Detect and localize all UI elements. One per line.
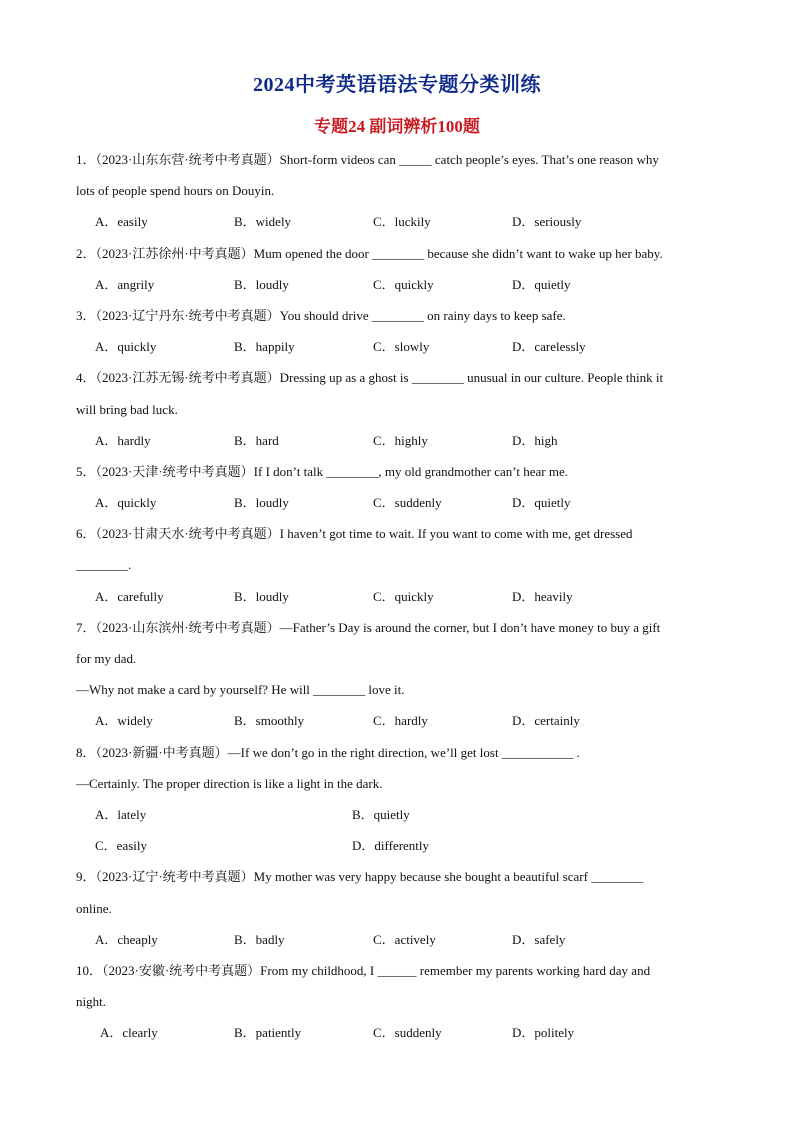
- question-3: [76, 300, 716, 362]
- option-a: A．quickly: [95, 495, 157, 511]
- option-d: D．carelessly: [512, 339, 586, 355]
- option-d: D．certainly: [512, 713, 580, 729]
- question-text: 7．（2023·山东滨州·统考中考真题）—Father’s Day is around the corner, but I don’t have money to buy a gift: [76, 619, 661, 635]
- option-c: C．quickly: [373, 276, 434, 292]
- question-text: 10．（2023·安徽·统考中考真题）From my childhood, I ______ remember my parents working hard day and: [76, 962, 651, 978]
- options-row: [76, 269, 716, 300]
- options-row: [76, 487, 716, 518]
- option-c: C．highly: [373, 432, 428, 448]
- question-text: 4．（2023·江苏无锡·统考中考真题）Dressing up as a ghost is ________ unusual in our culture. People think it: [76, 370, 664, 386]
- option-a: A．clearly: [100, 1025, 158, 1041]
- question-text: —Certainly. The proper direction is like a light in the dark.: [76, 775, 383, 791]
- option-a: A．cheaply: [95, 931, 158, 947]
- option-a: A．angrily: [95, 276, 155, 292]
- options-row: [76, 830, 716, 861]
- option-b: B．hard: [234, 432, 279, 448]
- options-row: [76, 1017, 716, 1048]
- question-7: [76, 612, 716, 737]
- option-a: A．widely: [95, 713, 153, 729]
- option-a: A．quickly: [95, 339, 157, 355]
- question-text: —Why not make a card by yourself? He will ________ love it.: [76, 682, 405, 698]
- option-c: C．suddenly: [373, 495, 442, 511]
- options-row: [76, 331, 716, 362]
- question-10: [76, 955, 716, 1049]
- option-d: D．seriously: [512, 214, 582, 230]
- option-d: D．differently: [352, 838, 430, 854]
- option-c: C．slowly: [373, 339, 430, 355]
- question-text: for my dad.: [76, 651, 137, 666]
- question-1: [76, 144, 716, 238]
- options-row: [76, 581, 716, 612]
- option-c: C．quickly: [373, 588, 434, 604]
- option-b: B．loudly: [234, 495, 289, 511]
- option-d: D．quietly: [512, 276, 571, 292]
- option-a: A．hardly: [95, 432, 151, 448]
- question-5: [76, 456, 716, 518]
- option-c: C．hardly: [373, 713, 428, 729]
- option-b: B．quietly: [352, 806, 410, 822]
- question-text: online.: [76, 900, 112, 916]
- question-text: night.: [76, 994, 106, 1010]
- question-text: 8．（2023·新疆·中考真题）—If we don’t go in the right direction, we’ll get lost ___________ .: [76, 744, 580, 760]
- option-c: C．easily: [95, 838, 147, 854]
- question-2: [76, 238, 716, 300]
- question-text: 1．（2023·山东东营·统考中考真题）Short-form videos can _____ catch people’s eyes. That’s one reason why: [76, 152, 659, 167]
- question-text: ________.: [76, 557, 132, 573]
- question-8: [76, 737, 716, 862]
- question-text: lots of people spend hours on Douyin.: [76, 183, 275, 199]
- option-b: B．widely: [234, 214, 292, 230]
- option-c: C．suddenly: [373, 1025, 442, 1041]
- question-list: [76, 144, 716, 1048]
- question-text: 6．（2023·甘肃天水·统考中考真题）I haven’t got time to wait. If you want to come with me, get dressed: [76, 526, 633, 542]
- option-c: C．luckily: [373, 214, 431, 230]
- option-d: D．safely: [512, 931, 566, 947]
- options-row: [76, 206, 716, 237]
- question-text: 9．（2023·辽宁·统考中考真题）My mother was very happy because she bought a beautiful scarf ________: [76, 869, 644, 885]
- option-d: D．politely: [512, 1025, 575, 1041]
- options-row: [76, 425, 716, 456]
- question-text: 5．（2023·天津·统考中考真题）If I don’t talk ________, my old grandmother can’t hear me.: [76, 463, 568, 479]
- question-text: 2．（2023·江苏徐州·中考真题）Mum opened the door ________ because she didn’t want to wake up her baby.: [76, 245, 663, 261]
- option-a: A．carefully: [95, 588, 164, 604]
- option-b: B．badly: [234, 931, 285, 947]
- question-9: [76, 861, 716, 955]
- question-4: [76, 362, 716, 456]
- option-b: B．loudly: [234, 276, 289, 292]
- question-6: [76, 518, 716, 612]
- page-title: 2024中考英语语法专题分类训练: [253, 74, 541, 96]
- option-b: B．patiently: [234, 1025, 302, 1041]
- options-row: [76, 705, 716, 736]
- page-subtitle: 专题24 副词辨析100题: [314, 117, 480, 136]
- option-b: B．loudly: [234, 588, 289, 604]
- option-d: D．high: [512, 432, 558, 448]
- option-c: C．actively: [373, 931, 436, 947]
- question-text: 3．（2023·辽宁丹东·统考中考真题）You should drive ________ on rainy days to keep safe.: [76, 307, 566, 323]
- option-a: A．easily: [95, 214, 148, 230]
- option-a: A．lately: [95, 806, 147, 822]
- option-b: B．happily: [234, 339, 295, 355]
- option-b: B．smoothly: [234, 713, 305, 729]
- options-row: [76, 799, 716, 830]
- question-text: will bring bad luck.: [76, 401, 178, 417]
- option-d: D．heavily: [512, 588, 573, 604]
- option-d: D．quietly: [512, 495, 571, 511]
- options-row: [76, 924, 716, 955]
